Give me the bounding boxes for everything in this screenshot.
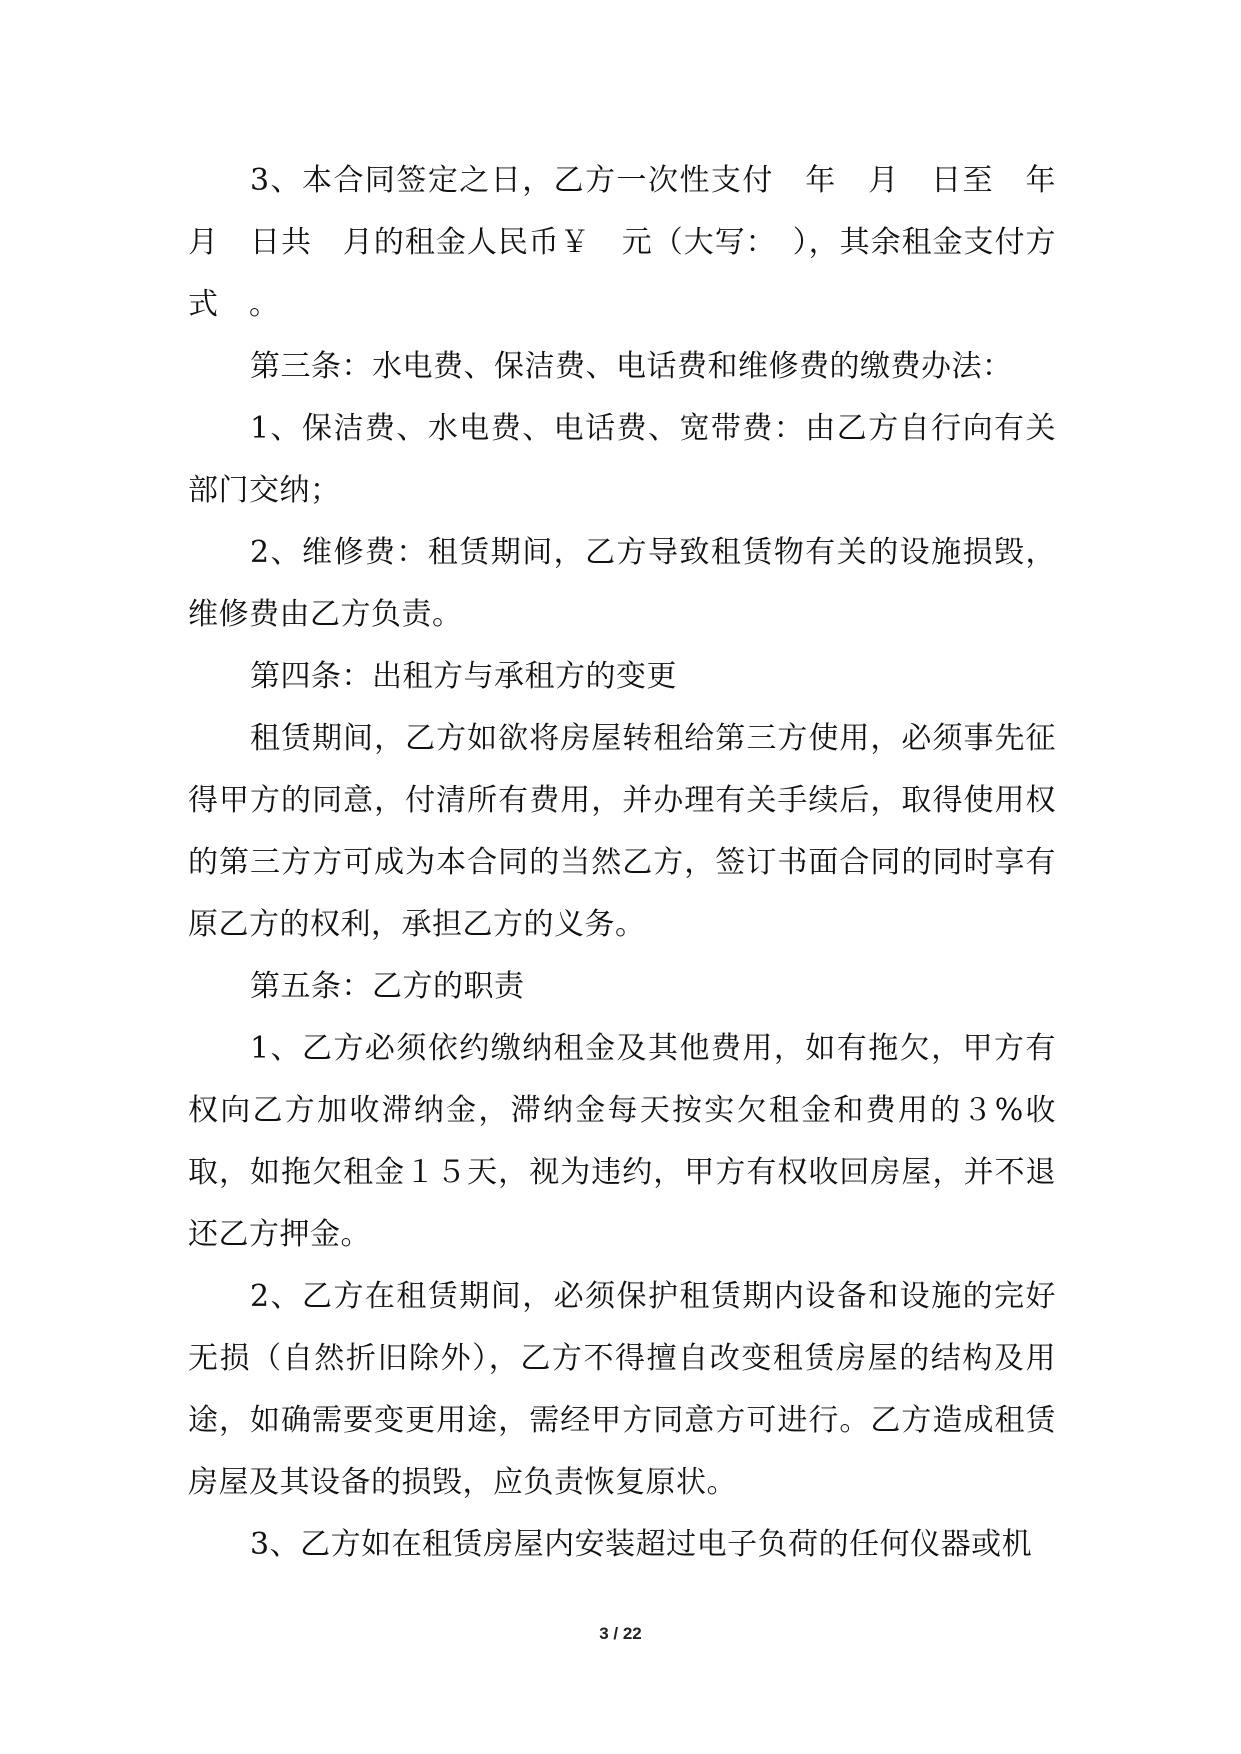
document-body [188, 150, 1087, 1576]
paragraph-payment-terms: 3、本合同签定之日，乙方一次性支付 年 月 日至 年 月 日共 月的租金人民币￥ 元（大写： ），其余租金支付方式 。 [188, 163, 1087, 322]
paragraph-utility-fees: 1、保洁费、水电费、电话费、宽带费：由乙方自行向有关部门交纳； [188, 411, 1056, 508]
paragraph-sublease: 租赁期间，乙方如欲将房屋转租给第三方使用，必须事先征得甲方的同意，付清所有费用，并办理有关手续后，取得使用权的第三方方可成为本合同的当然乙方，签订书面合同的同时享有原乙方的权利，承担乙方的义务。 [188, 721, 1056, 942]
paragraph-equipment-protection: 2、乙方在租赁期间，必须保护租赁期内设备和设施的完好无损（自然折旧除外），乙方不得擅自改变租赁房屋的结构及用途，如确需要变更用途，需经甲方同意方可进行。乙方造成租赁房屋及其设备的损毁，应负责恢复原状。 [188, 1279, 1056, 1500]
paragraph-rent-arrears: 1、乙方必须依约缴纳租金及其他费用，如有拖欠，甲方有权向乙方加收滞纳金，滞纳金每天按实欠租金和费用的３%收取，如拖欠租金１５天，视为违约，甲方有权收回房屋，并不退还乙方押金。 [188, 1031, 1056, 1252]
article-3-heading: 第三条：水电费、保洁费、电话费和维修费的缴费办法： [250, 349, 1013, 384]
paragraph-electrical-load: 3、乙方如在租赁房屋内安装超过电子负荷的任何仪器或机 [250, 1527, 1033, 1562]
paragraph-maintenance-fee: 2、维修费：租赁期间，乙方导致租赁物有关的设施损毁，维修费由乙方负责。 [188, 535, 1056, 632]
article-4-heading: 第四条：出租方与承租方的变更 [250, 659, 677, 694]
article-5-heading: 第五条：乙方的职责 [250, 969, 525, 1004]
page-number: 3 / 22 [599, 1624, 642, 1643]
